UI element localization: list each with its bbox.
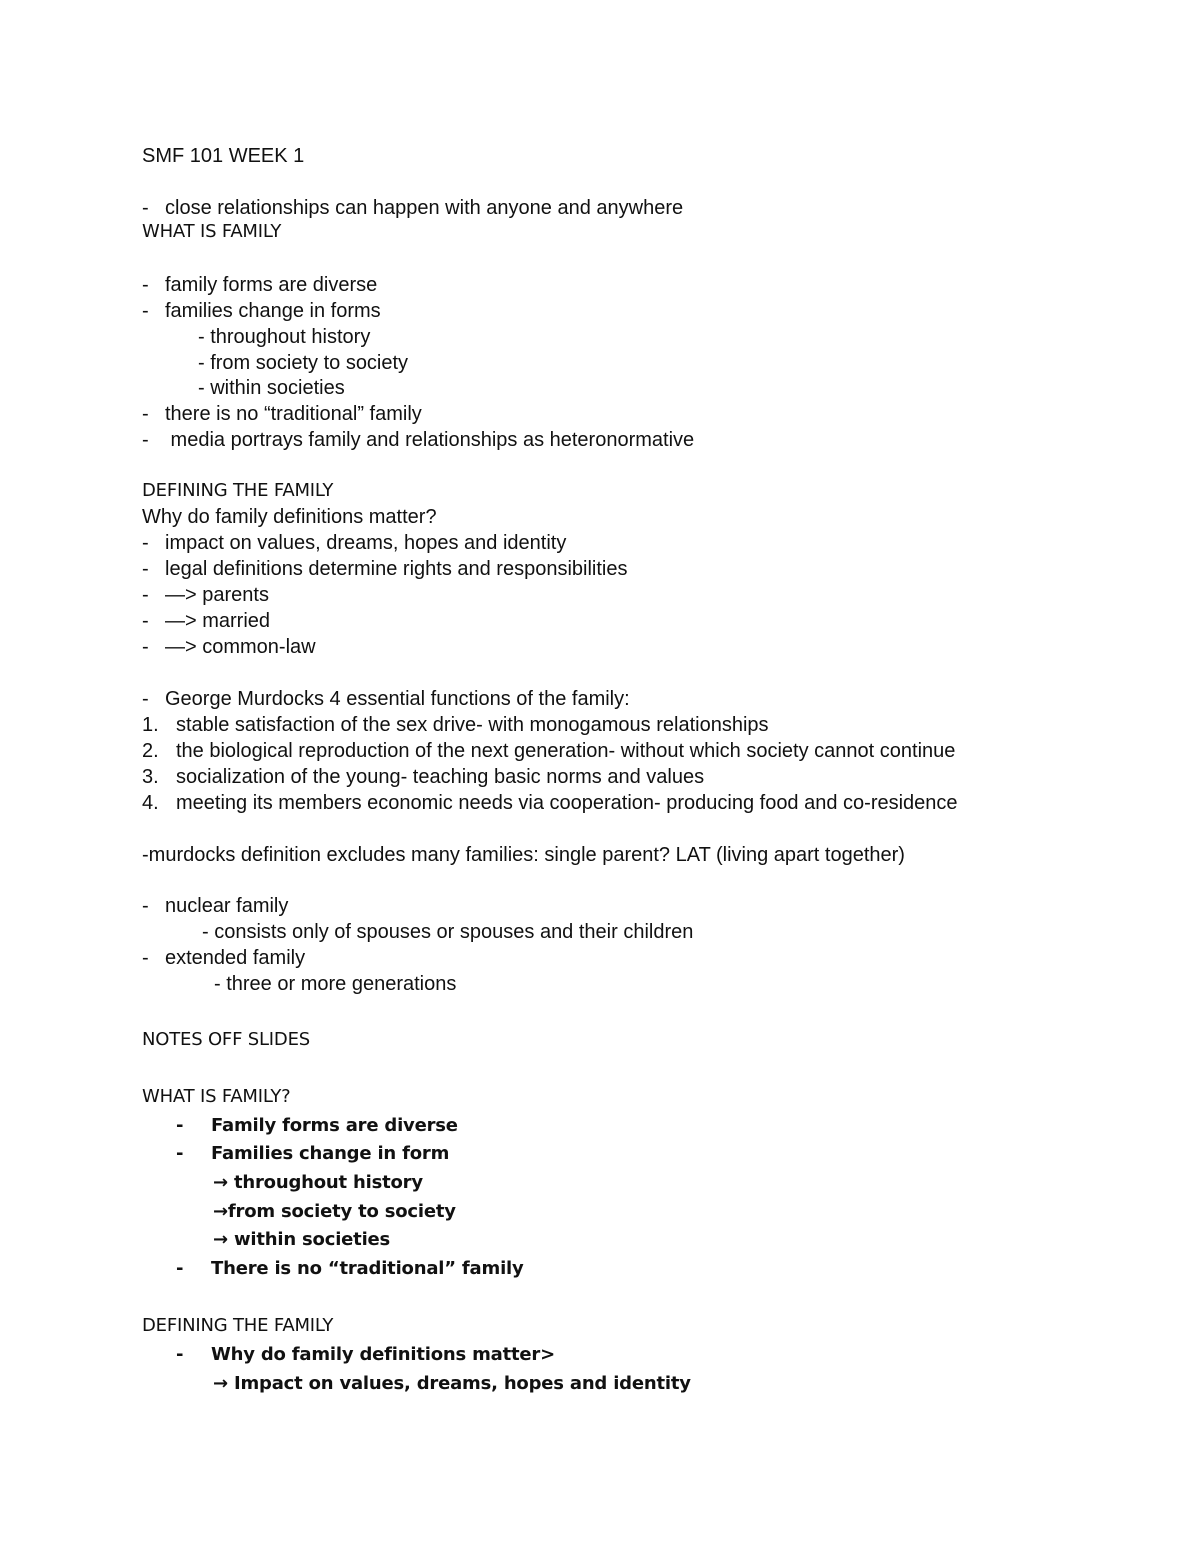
arrow-item bbox=[213, 1174, 423, 1192]
sub-item: - from society to society bbox=[198, 352, 409, 374]
list-item-text: close relationships can happen with anyone and anywhere bbox=[165, 197, 684, 219]
arrow-right-icon: → bbox=[213, 1229, 228, 1250]
list-item-text: there is no “traditional” family bbox=[165, 403, 422, 425]
dash-bullet: - bbox=[142, 532, 149, 554]
sub-item: - consists only of spouses or spouses and their children bbox=[202, 921, 694, 943]
sub-item: - three or more generations bbox=[214, 973, 457, 995]
list-item-text: There is no “traditional” family bbox=[211, 1258, 524, 1279]
item-number: 2. bbox=[142, 740, 159, 762]
arrow-item-text: within societies bbox=[233, 1229, 391, 1250]
item-number: 1. bbox=[142, 714, 159, 736]
dash-bullet: - bbox=[142, 895, 149, 917]
dash-bullet: - bbox=[142, 610, 149, 632]
list-item-text: media portrays family and relationships as heteronormative bbox=[165, 429, 695, 451]
arrow-right-icon: → bbox=[213, 1201, 228, 1222]
list-item-text: families change in forms bbox=[165, 300, 381, 322]
section-heading: DEFINING THE FAMILY bbox=[142, 1315, 334, 1336]
item-text: socialization of the young- teaching basic norms and values bbox=[176, 766, 705, 788]
arrow-item bbox=[213, 1375, 691, 1393]
arrow-item bbox=[213, 1203, 456, 1221]
list-item-text: Why do family definitions matter> bbox=[211, 1344, 555, 1365]
list-item-text: —> common-law bbox=[165, 636, 316, 658]
dash-bullet: - bbox=[142, 197, 149, 219]
dash-bullet: - bbox=[142, 688, 149, 710]
item-number: 4. bbox=[142, 792, 159, 814]
list-item-text: legal definitions determine rights and responsibilities bbox=[165, 558, 628, 580]
item-text: stable satisfaction of the sex drive- with monogamous relationships bbox=[176, 714, 769, 736]
list-item-text: family forms are diverse bbox=[165, 274, 378, 296]
list-item-text: nuclear family bbox=[165, 895, 289, 917]
item-text: meeting its members economic needs via cooperation- producing food and co-residence bbox=[176, 792, 958, 814]
arrow-item-text: from society to society bbox=[227, 1201, 456, 1222]
section-subheading: WHAT IS FAMILY? bbox=[142, 1086, 291, 1107]
dash-bullet: - bbox=[142, 403, 149, 425]
dash-bullet: - bbox=[176, 1258, 184, 1279]
dash-bullet: - bbox=[142, 947, 149, 969]
list-item-text: impact on values, dreams, hopes and identity bbox=[165, 532, 567, 554]
list-item-text: —> married bbox=[165, 610, 271, 632]
item-number: 3. bbox=[142, 766, 159, 788]
section-heading: WHAT IS FAMILY bbox=[142, 221, 282, 242]
dash-bullet: - bbox=[176, 1115, 184, 1136]
list-item-text: George Murdocks 4 essential functions of the family: bbox=[165, 688, 630, 710]
note-text: -murdocks definition excludes many families: single parent? LAT (living apart together) bbox=[142, 844, 905, 866]
dash-bullet: - bbox=[142, 300, 149, 322]
arrow-right-icon: → bbox=[213, 1373, 228, 1394]
arrow-right-icon: → bbox=[213, 1172, 228, 1193]
dash-bullet: - bbox=[176, 1344, 184, 1365]
dash-bullet: - bbox=[176, 1143, 184, 1164]
dash-bullet: - bbox=[142, 429, 149, 451]
section-heading: NOTES OFF SLIDES bbox=[142, 1029, 310, 1050]
arrow-item-text: Impact on values, dreams, hopes and identity bbox=[233, 1373, 691, 1394]
list-item-text: Family forms are diverse bbox=[211, 1115, 458, 1136]
section-heading: DEFINING THE FAMILY bbox=[142, 480, 334, 501]
sub-item: - within societies bbox=[198, 377, 345, 399]
sub-item: - throughout history bbox=[198, 326, 371, 348]
dash-bullet: - bbox=[142, 558, 149, 580]
list-item-text: extended family bbox=[165, 947, 306, 969]
dash-bullet: - bbox=[142, 636, 149, 658]
dash-bullet: - bbox=[142, 584, 149, 606]
list-item-text: —> parents bbox=[165, 584, 269, 606]
arrow-item-text: throughout history bbox=[233, 1172, 423, 1193]
dash-bullet: - bbox=[142, 274, 149, 296]
item-text: the biological reproduction of the next generation- without which society cannot continue bbox=[176, 740, 956, 762]
arrow-item bbox=[213, 1231, 390, 1249]
section-question: Why do family definitions matter? bbox=[142, 506, 437, 528]
document-title: SMF 101 WEEK 1 bbox=[142, 145, 305, 167]
list-item-text: Families change in form bbox=[211, 1143, 450, 1164]
